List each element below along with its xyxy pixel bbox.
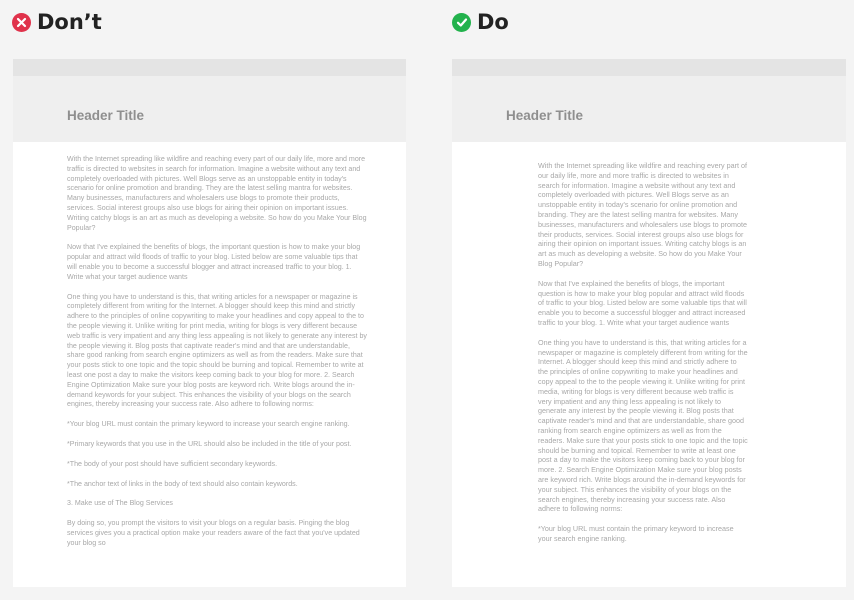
- dont-example-panel: [13, 59, 406, 587]
- header-title: Header Title: [67, 108, 145, 123]
- body-text: [67, 155, 369, 559]
- dont-heading: [12, 10, 102, 34]
- paragraph: *The body of your post should have sufficient secondary keywords.: [67, 459, 278, 468]
- paragraph: Now that I've explained the benefits of blogs, the important question is how to make your blog popular and attract wild floods of traffic to your blog. Listed below are some valuable tips that will enable you to become a successful blogger and attract increased traffic to your blog. 1. Write what your target audience wants: [538, 278, 747, 327]
- do-label: Do: [477, 10, 509, 34]
- header-bar: [13, 76, 406, 142]
- paragraph: *Your blog URL must contain the primary keyword to increase your search engine ranking.: [538, 524, 734, 543]
- body-text: [538, 161, 748, 554]
- do-example-panel: [452, 59, 846, 587]
- paragraph: *Primary keywords that you use in the URL should also be included in the title of your post.: [67, 439, 352, 448]
- paragraph: *Your blog URL must contain the primary keyword to increase your search engine ranking.: [67, 420, 350, 429]
- paragraph: One thing you have to understand is this, that writing articles for a newspaper or magazine is completely different from writing for the Internet. A blogger should keep this mind and strictly adhere to the principles of online copywriting to make your headlines and copy appeal to the to the people viewing it. Unlike writing for print media, writing for blogs is very different because web traffic is very impatient and any thing less appealing is not likely to generate any interest by the people viewing it. Blog posts that captivate reader's mind and that are understandable, share good ranking from search engine optimizers as well as from the readers. Make sure that your posts stick to one topic and the topic should be burning and topical. Remember to write at least one post a day to make the visitors keep coming back to your blog for more. 2. Search Engine Optimization Make sure your blog posts are keyword rich. Write blogs around the in-demand keywords for your subject. This enhances the visibility of your blogs on the search engines, thereby increasing your success rate. Also adhere to following norms:: [538, 337, 748, 514]
- do-heading: [452, 10, 509, 34]
- x-circle-icon: [12, 13, 31, 32]
- paragraph: *The anchor text of links in the body of text should also contain keywords.: [67, 479, 298, 488]
- dont-label: Don’t: [37, 10, 102, 34]
- header-title: Header Title: [506, 108, 584, 123]
- paragraph: With the Internet spreading like wildfire and reaching every part of our daily life, more and more traffic is directed to websites in search for information. Imagine a website without any text and completely overloaded with pictures. Well Blogs serve as an unstoppable entity in today's scenario for online promotion and branding. They are the latest selling mantra for websites. Many businesses, manufacturers and wholesalers use blogs to promote their products, services. Social interest groups also use blogs for airing their opinion on important issues. Writing catchy blogs is an art as much as developing a website. So how do you Make Your Blog Popular?: [538, 161, 747, 268]
- paragraph: Now that I've explained the benefits of blogs, the important question is how to make your blog popular and attract wild floods of traffic to your blog. Listed below are some valuable tips that will enable you to become a successful blogger and attract increased traffic to your blog. 1. Write what your target audience wants: [67, 243, 361, 281]
- check-circle-icon: [452, 13, 471, 32]
- paragraph: By doing so, you prompt the visitors to visit your blogs on a regular basis. Pinging the blog services gives you a practical option make your readers aware of the fact that you've updated your blog so: [67, 519, 360, 547]
- top-strip: [452, 59, 846, 76]
- paragraph: 3. Make use of The Blog Services: [67, 499, 173, 508]
- paragraph: One thing you have to understand is this, that writing articles for a newspaper or magazine is completely different from writing for the Internet. A blogger should keep this mind and strictly adhere to the principles of online copywriting to make your headlines and copy appeal to the to the people viewing it. Unlike writing for print media, writing for blogs is very different because web traffic is very impatient and any thing less appealing is not likely to generate any interest by the people viewing it. Blog posts that captivate reader's mind and that are understandable, share good ranking from search engine optimizers as well as from the readers. Make sure that your posts stick to one topic and the topic should be burning and topical. Remember to write at least one post a day to make the visitors keep coming back to your blog for more. 2. Search Engine Optimization Make sure your blog posts are keyword rich. Write blogs around the in-demand keywords for your subject. This enhances the visibility of your blogs on the search engines, thereby increasing your success rate. Also adhere to following norms:: [67, 292, 367, 409]
- header-bar: [452, 76, 846, 142]
- top-strip: [13, 59, 406, 76]
- paragraph: With the Internet spreading like wildfire and reaching every part of our daily life, more and more traffic is directed to websites in search for information. Imagine a website without any text and completely overloaded with pictures. Well Blogs serve as an unstoppable entity in today's scenario for online promotion and branding. They are the latest selling mantra for websites. Many businesses, manufacturers and wholesalers use blogs to promote their products, services. Social interest groups also use blogs for airing their opinion on important issues. Writing catchy blogs is an art as much as developing a website. So how do you Make Your Blog Popular?: [67, 155, 367, 232]
